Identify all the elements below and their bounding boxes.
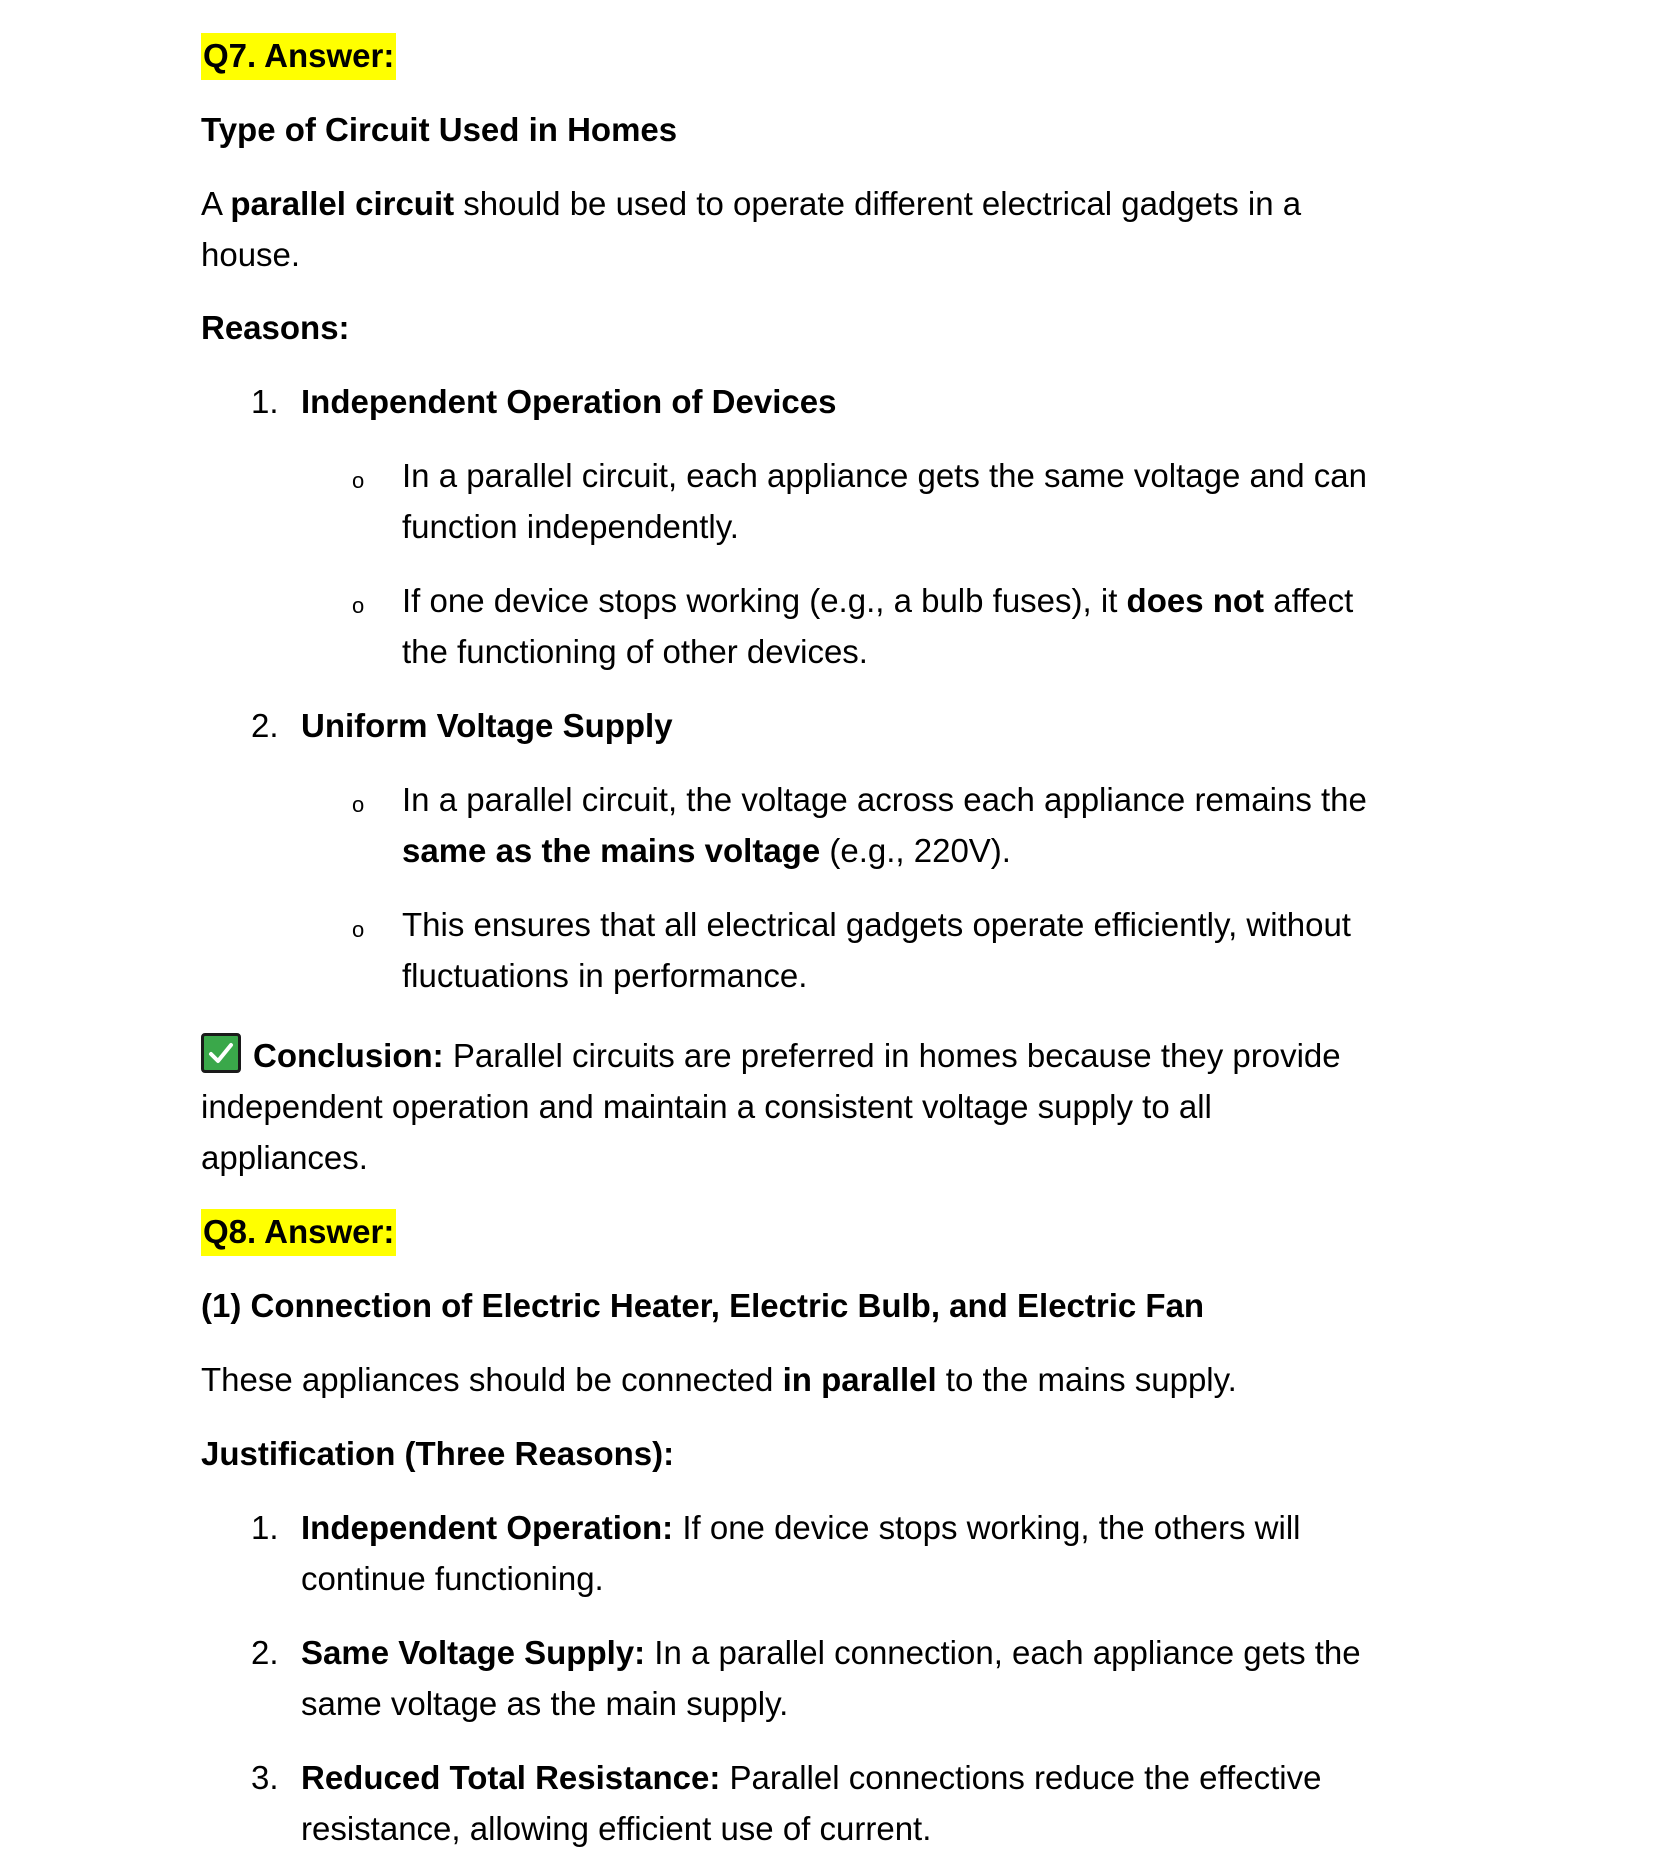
q8-item1-text: If one device stops working, the others will — [673, 1509, 1301, 1546]
q8-item2-text: In a parallel connection, each appliance gets the — [645, 1634, 1361, 1671]
q7-reason1-bullet2-line1 — [402, 575, 1353, 626]
q7-conclusion-text1: Parallel circuits are preferred in homes because they provide — [443, 1037, 1341, 1074]
q7-reason1-bullet1-line2: function independently. — [402, 508, 739, 545]
q7-heading-highlight: Q7. Answer: — [201, 33, 396, 80]
q8-intro-pre: These appliances should be connected — [201, 1361, 783, 1398]
q7-reason2-bullet2-line2: fluctuations in performance. — [402, 957, 808, 994]
q8-item3-line1 — [301, 1752, 1321, 1803]
q8-item1-number: 1. — [251, 1509, 279, 1546]
q7-reason1-title: Independent Operation of Devices — [301, 383, 837, 420]
q7-reason1-bullet2-post: affect — [1264, 582, 1354, 619]
q7-heading — [201, 30, 396, 81]
q7-reason1-bullet2-pre: If one device stops working (e.g., a bulb fuses), it — [402, 582, 1127, 619]
q7-reason2-bullet1-bold: same as the mains voltage — [402, 832, 821, 869]
q7-reason2-bullet1-line1: In a parallel circuit, the voltage across each appliance remains the — [402, 781, 1367, 818]
q7-conclusion-line1 — [201, 1030, 1341, 1081]
q8-intro-post: to the mains supply. — [936, 1361, 1237, 1398]
bullet-icon: o — [352, 792, 365, 817]
q7-conclusion-label: Conclusion: — [253, 1037, 444, 1074]
q7-conclusion-line2: independent operation and maintain a consistent voltage supply to all — [201, 1088, 1212, 1125]
bullet-icon: o — [352, 593, 365, 618]
q8-item1-title: Independent Operation: — [301, 1509, 674, 1546]
q7-reason2-bullet2-line1: This ensures that all electrical gadgets operate efficiently, without — [402, 906, 1351, 943]
q8-item2-number: 2. — [251, 1634, 279, 1671]
q8-item2-title: Same Voltage Supply: — [301, 1634, 646, 1671]
q8-heading-highlight: Q8. Answer: — [201, 1209, 396, 1256]
q7-reasons-label: Reasons: — [201, 309, 350, 346]
q7-intro-line2: house. — [201, 236, 301, 273]
q8-intro — [201, 1354, 1237, 1405]
q8-item3-number: 3. — [251, 1759, 279, 1796]
q7-intro-line1 — [201, 178, 1301, 229]
q8-heading — [201, 1206, 396, 1257]
q8-item1-line2: continue functioning. — [301, 1560, 604, 1597]
q7-reason2-bullet1-line2 — [402, 825, 1011, 876]
q7-reason2-number: 2. — [251, 707, 279, 744]
q7-reason1-bullet1-line1: In a parallel circuit, each appliance gets the same voltage and can — [402, 457, 1367, 494]
q7-reason1-bullet2-bold: does not — [1126, 582, 1265, 619]
q7-reason1-bullet2-line2: the functioning of other devices. — [402, 633, 868, 670]
q7-intro-pre: A — [201, 185, 231, 222]
q7-subheading: Type of Circuit Used in Homes — [201, 111, 678, 148]
q8-item3-text: Parallel connections reduce the effective — [720, 1759, 1322, 1796]
q8-item1-line1 — [301, 1502, 1300, 1553]
q7-conclusion-line3: appliances. — [201, 1139, 368, 1176]
bullet-icon: o — [352, 468, 365, 493]
q7-intro-post: should be used to operate different electrical gadgets in a — [454, 185, 1302, 222]
q8-item2-line1 — [301, 1627, 1361, 1678]
check-mark-icon — [201, 1033, 241, 1073]
q8-item3-title: Reduced Total Resistance: — [301, 1759, 721, 1796]
bullet-icon: o — [352, 917, 365, 942]
q7-reason2-bullet1-post: (e.g., 220V). — [820, 832, 1011, 869]
q8-subheading: (1) Connection of Electric Heater, Electric Bulb, and Electric Fan — [201, 1287, 1205, 1324]
q8-justification-label: Justification (Three Reasons): — [201, 1435, 675, 1472]
q7-reason2-title: Uniform Voltage Supply — [301, 707, 673, 744]
q8-item3-line2: resistance, allowing efficient use of current. — [301, 1810, 932, 1847]
q8-intro-bold: in parallel — [782, 1361, 937, 1398]
q7-reason1-number: 1. — [251, 383, 279, 420]
q7-intro-bold: parallel circuit — [230, 185, 455, 222]
q8-item2-line2: same voltage as the main supply. — [301, 1685, 789, 1722]
